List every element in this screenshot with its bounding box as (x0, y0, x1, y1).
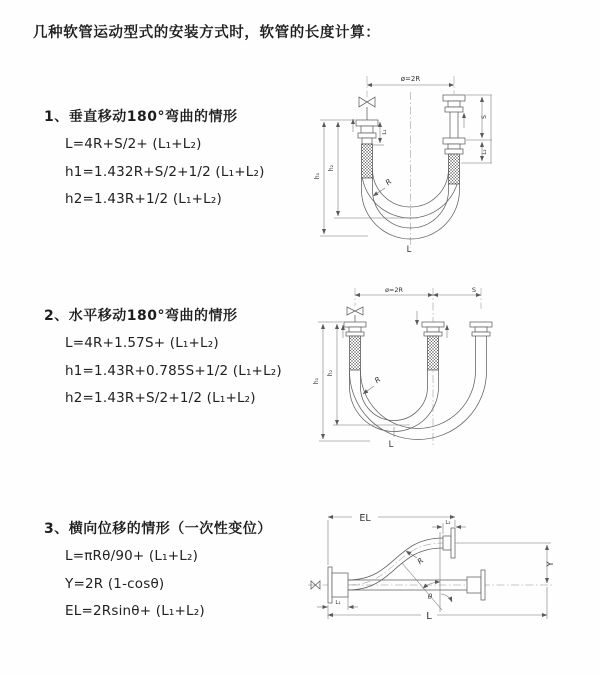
section-vertical-bend (44, 104, 265, 214)
dim-label-h2: h₂ (327, 369, 334, 377)
top-flange (443, 528, 455, 558)
dimensions (317, 511, 556, 622)
section-2-heading: 2、水平移动180°弯曲的情形 (44, 308, 238, 324)
dim-label-l2: L₂ (445, 520, 451, 526)
curved-hose (348, 538, 443, 590)
formula-length: L=4R+S/2+ (L₁+L₂) (65, 136, 202, 153)
radius-label: R (383, 176, 394, 188)
dim-label-h1: h₁ (313, 377, 320, 385)
valve-icon (359, 97, 375, 120)
dimensions (313, 286, 481, 450)
dim-label-l1: L₁ (335, 600, 341, 606)
dim-label-y: Y (546, 561, 556, 567)
centerlines (367, 76, 454, 248)
section-3-heading: 3、横向位移的情形（一次性变位） (44, 521, 272, 537)
length-label: L (406, 245, 412, 255)
left-fitting (356, 120, 378, 178)
section-horizontal-bend (44, 303, 282, 413)
dimensions (314, 75, 492, 255)
valve-icon (347, 307, 363, 322)
formula-el: EL=2Rsinθ+ (L₁+L₂) (65, 603, 205, 620)
dim-label-h1: h₁ (314, 172, 321, 180)
page-title: 几种软管运动型式的安装方式时，软管的长度计算： (33, 25, 381, 41)
radius-label: R (372, 374, 383, 386)
dim-label-s: S (471, 286, 477, 294)
diagram-horizontal-180-bend (310, 283, 540, 458)
section-lateral-displacement (44, 516, 272, 626)
formula-y: Y=2R (1-cosθ) (65, 575, 165, 592)
hose-arcs (350, 336, 487, 440)
dim-label-l1: L₁ (382, 129, 388, 135)
formula-length: L=4R+1.57S+ (L₁+L₂) (65, 335, 219, 352)
centerlines (355, 288, 481, 445)
formula-h2: h2=1.43R+1/2 (L₁+L₂) (65, 191, 222, 208)
formula-h2: h2=1.43R+S/2+1/2 (L₁+L₂) (65, 390, 256, 407)
middle-fitting (422, 322, 444, 370)
dim-label-l2: L₂ (482, 149, 488, 155)
diagram-vertical-180-bend (310, 68, 530, 258)
left-fitting (344, 322, 366, 370)
dim-label-diameter: ø=2R (400, 75, 421, 83)
right-fitting (443, 95, 465, 184)
right-flange (467, 570, 485, 600)
formula-h1: h1=1.432R+S/2+1/2 (L₁+L₂) (65, 163, 265, 180)
formula-length: L=πRθ/90+ (L₁+L₂) (65, 548, 199, 565)
dim-label-el: EL (359, 513, 371, 524)
formula-h1: h1=1.43R+0.785S+1/2 (L₁+L₂) (65, 362, 282, 379)
length-label: L (388, 440, 394, 450)
right-fitting (470, 322, 492, 336)
left-flange (328, 567, 348, 603)
length-label: L (426, 611, 432, 622)
diagram-lateral-displacement (300, 500, 560, 650)
section-1-heading: 1、垂直移动180°弯曲的情形 (44, 109, 238, 125)
dim-label-s: S (481, 115, 488, 119)
dim-label-diameter: ø=2R (384, 286, 404, 294)
dim-label-h2: h₂ (328, 164, 335, 172)
angle-label: θ (427, 593, 433, 601)
radius-label: R (415, 555, 426, 567)
